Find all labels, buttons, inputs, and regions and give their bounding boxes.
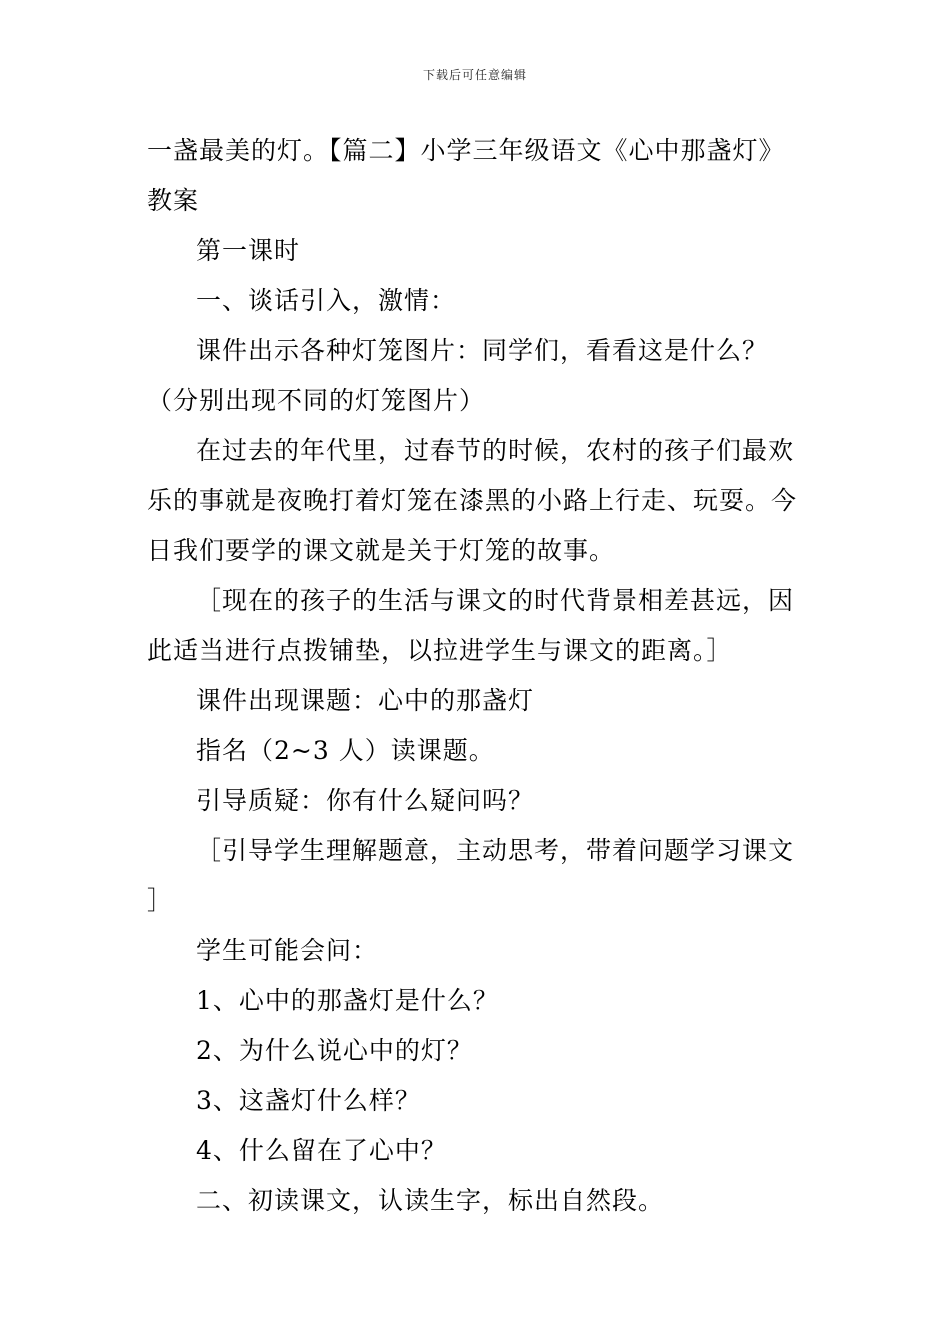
text-line: 一盏最美的灯。【篇二】小学三年级语文《心中那盏灯》 — [147, 136, 785, 165]
text-line: 乐的事就是夜晚打着灯笼在漆黑的小路上行走、玩耍。今 — [147, 486, 798, 515]
text-line: 在过去的年代里，过春节的时候，农村的孩子们最欢 — [196, 436, 795, 465]
note-line: 此适当进行点拨铺垫，以拉进学生与课文的距离。］ — [147, 636, 733, 665]
text-line: 教案 — [147, 186, 200, 215]
section-heading: 二、初读课文，认读生字，标出自然段。 — [196, 1186, 665, 1215]
text-line: 指名（2~3 人）读课题。 — [196, 736, 495, 765]
text-line: 引导质疑：你有什么疑问吗？ — [196, 786, 535, 815]
text-line: 课件出示各种灯笼图片：同学们，看看这是什么？ — [196, 336, 769, 365]
text-line: 日我们要学的课文就是关于灯笼的故事。 — [147, 536, 616, 565]
list-item: 2、为什么说心中的灯？ — [196, 1036, 473, 1065]
lesson-heading: 第一课时 — [196, 236, 301, 265]
text-line: 学生可能会问： — [196, 936, 379, 965]
text-line: 课件出现课题：心中的那盏灯 — [196, 686, 535, 715]
list-item: 1、心中的那盏灯是什么？ — [196, 986, 499, 1015]
page-header: 下载后可任意编辑 — [422, 68, 527, 82]
section-heading: 一、谈话引入，激情： — [196, 286, 457, 315]
list-item: 4、什么留在了心中？ — [196, 1136, 447, 1165]
note-line: ］ — [147, 886, 174, 915]
note-line: ［引导学生理解题意，主动思考，带着问题学习课文 — [196, 836, 795, 865]
list-item: 3、这盏灯什么样？ — [196, 1086, 421, 1115]
note-line: ［现在的孩子的生活与课文的时代背景相差甚远，因 — [196, 586, 795, 615]
text-line: （分别出现不同的灯笼图片） — [147, 386, 486, 415]
